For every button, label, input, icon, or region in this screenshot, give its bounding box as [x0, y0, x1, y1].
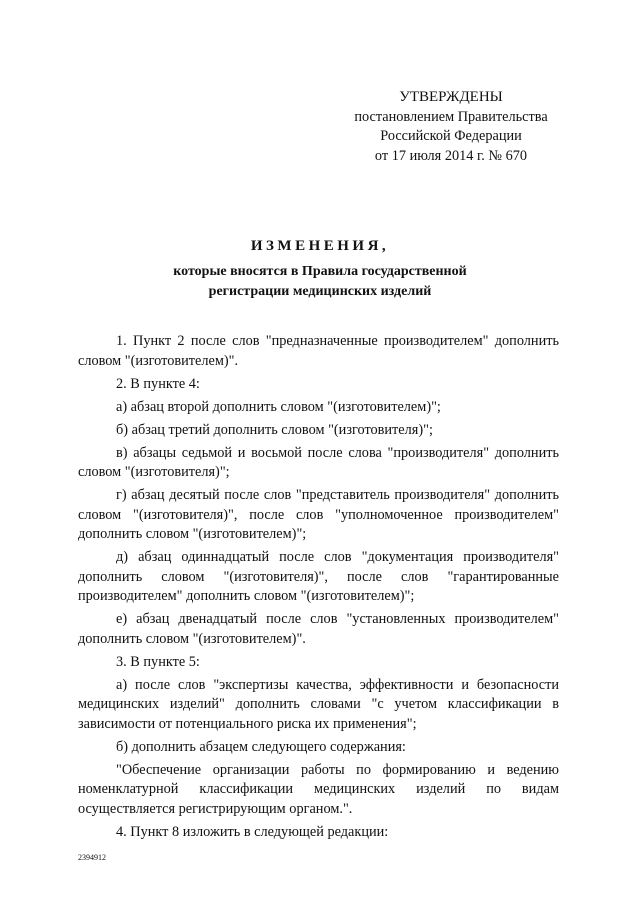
paragraph: 3. В пункте 5:: [116, 653, 200, 670]
document-subtitle: [0, 262, 640, 302]
subtitle-line-2: регистрации медицинских изделий: [208, 284, 432, 299]
paragraph: 1. Пункт 2 после слов "предназначенные производителем" дополнить словом "(изготовителем)".: [78, 333, 559, 369]
approval-heading: УТВЕРЖДЕНЫ: [399, 89, 503, 105]
paragraph: а) после слов "экспертизы качества, эффективности и безопасности медицинских изделий" дополнить словами "с учетом классификации в зависимости от потенциального риска их применения";: [78, 676, 559, 732]
approval-line-1: постановлением Правительства: [354, 108, 548, 125]
paragraph: д) абзац одиннадцатый после слов "документация производителя" дополнить словом "(изготовителя)", после слов "гарантированные производителем" дополнить словом "(изготовителем)";: [78, 549, 559, 604]
paragraph: 2. В пункте 4:: [116, 375, 200, 392]
footer-document-code: 2394912: [78, 853, 106, 862]
paragraph: е) абзац двенадцатый после слов "установленных производителем" дополнить словом "(изготовителем)".: [78, 611, 559, 647]
paragraph: 4. Пункт 8 изложить в следующей редакции:: [116, 823, 389, 840]
approval-line-2: Российской Федерации: [380, 128, 522, 144]
paragraph: "Обеспечение организации работы по формированию и ведению номенклатурной классификации медицинских изделий по видам осуществляется регистрирующим органом.".: [78, 761, 559, 817]
paragraph: б) дополнить абзацем следующего содержания:: [116, 738, 406, 755]
document-body: [78, 332, 559, 846]
document-title: ИЗМЕНЕНИЯ,: [250, 238, 390, 254]
approval-line-3: от 17 июля 2014 г. № 670: [374, 147, 528, 164]
paragraph: б) абзац третий дополнить словом "(изготовителя)";: [116, 421, 433, 438]
subtitle-line-1: которые вносятся в Правила государственной: [173, 264, 467, 279]
paragraph: а) абзац второй дополнить словом "(изготовителем)";: [116, 398, 441, 415]
paragraph: г) абзац десятый после слов "представитель производителя" дополнить словом "(изготовителя)", после слов "уполномоченное производителем" дополнить словом "(изготовителем)";: [78, 487, 559, 542]
paragraph: в) абзацы седьмой и восьмой после слова "производителя" дополнить словом "(изготовителя)";: [78, 444, 559, 480]
approval-stamp: [346, 88, 556, 166]
